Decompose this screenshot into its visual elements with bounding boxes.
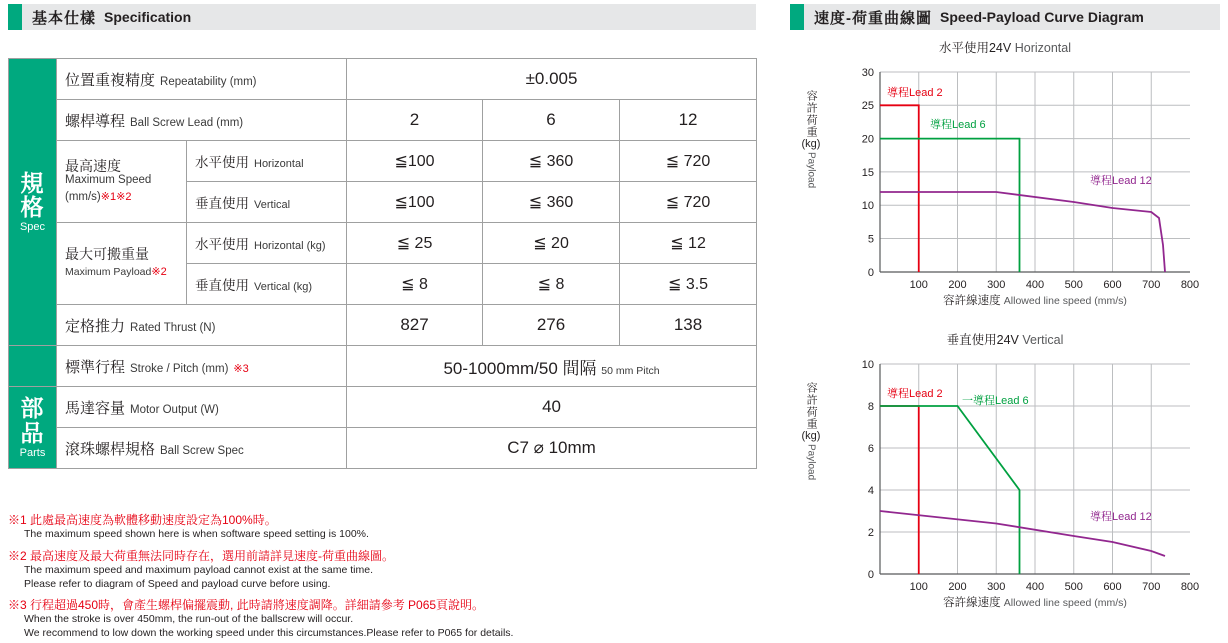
section-title-en: Specification xyxy=(104,9,192,25)
label-en: Maximum Speed xyxy=(65,173,152,186)
sublabel-tc: 垂直使用 xyxy=(195,278,249,293)
chart-title-en: Vertical xyxy=(1022,333,1064,347)
chart-title-tc: 水平使用24V xyxy=(938,41,1012,55)
xlabel-tc: 容許線速度 xyxy=(943,295,1001,307)
chart-title-en: Horizontal xyxy=(1014,41,1071,55)
value-lead-6: 6 xyxy=(483,100,620,141)
section-header-specification xyxy=(8,4,756,30)
series-label-lead2: 導程Lead 2 xyxy=(887,388,943,400)
svg-text:15: 15 xyxy=(861,167,874,179)
chart-title-tc: 垂直使用24V xyxy=(946,333,1019,347)
label-en: Repeatability (mm) xyxy=(160,75,257,88)
svg-text:10: 10 xyxy=(861,359,874,371)
svg-text:300: 300 xyxy=(987,581,1006,592)
accent-bar xyxy=(790,4,804,30)
chart-ylabel-vertical xyxy=(794,382,828,480)
row-label-maximum-payload xyxy=(57,223,187,305)
svg-text:2: 2 xyxy=(867,527,874,539)
label-en: Ball Screw Spec xyxy=(160,444,244,457)
svg-text:800: 800 xyxy=(1180,279,1200,290)
series-label-lead2: 導程Lead 2 xyxy=(887,87,943,99)
sublabel-en: Vertical (kg) xyxy=(254,281,313,293)
value-speed-h-12: ≦ 720 xyxy=(620,141,757,182)
footnote-3 xyxy=(8,597,768,640)
row-sublabel-vertical xyxy=(187,182,347,223)
sublabel-tc: 水平使用 xyxy=(195,237,249,252)
value-thrust-12: 138 xyxy=(620,305,757,346)
label-en: Ball Screw Lead (mm) xyxy=(130,116,244,129)
label-tc: 馬達容量 xyxy=(65,399,126,417)
chart-horizontal xyxy=(790,38,1220,323)
row-label-repeatability xyxy=(57,59,347,100)
label-footnote-mark: ※1※2 xyxy=(100,190,132,203)
xlabel-tc: 容許線速度 xyxy=(943,597,1001,609)
table-row xyxy=(9,100,757,141)
svg-text:20: 20 xyxy=(861,133,874,146)
table-row xyxy=(9,346,757,387)
footnote-line-tc: ※3 行程超過450時，會產生螺桿偏擺震動, 此時請將速度調降。詳細請參考 P065頁說明。 xyxy=(8,598,485,613)
footnote-line-en2: We recommend to low down the working speed under this circumstances.Please refer to P065 for details. xyxy=(24,627,514,640)
label-unit: (mm/s) xyxy=(65,190,101,203)
footnote-line-en: The maximum speed and maximum payload cannot exist at the same time. xyxy=(24,564,373,577)
label-tc: 定格推力 xyxy=(65,317,126,335)
svg-text:30: 30 xyxy=(861,67,874,79)
label-footnote-mark: ※3 xyxy=(233,362,249,375)
footnote-1 xyxy=(8,512,768,542)
specification-table xyxy=(8,58,757,469)
value-motor-output: 40 xyxy=(347,387,757,428)
row-label-ball-screw-lead xyxy=(57,100,347,141)
svg-text:0: 0 xyxy=(867,267,874,279)
svg-text:700: 700 xyxy=(1142,279,1161,290)
label-en: Rated Thrust (N) xyxy=(130,321,216,334)
value-ball-screw-spec: C7 ⌀ 10mm xyxy=(347,428,757,469)
section-header-curve xyxy=(790,4,1220,30)
svg-text:10: 10 xyxy=(861,200,874,212)
svg-text:200: 200 xyxy=(948,581,967,592)
label-tc: 標準行程 xyxy=(65,358,126,376)
svg-text:400: 400 xyxy=(1025,581,1045,592)
series-label-lead6: 一導程Lead 6 xyxy=(962,395,1029,407)
series-label-lead6: 導程Lead 6 xyxy=(930,119,986,131)
sublabel-en: Vertical xyxy=(254,199,291,211)
table-row xyxy=(9,141,757,182)
svg-text:100: 100 xyxy=(909,279,928,290)
svg-text:500: 500 xyxy=(1064,279,1083,290)
xlabel-en: Allowed line speed (mm/s) xyxy=(1003,597,1127,609)
row-label-maximum-speed xyxy=(57,141,187,223)
chart-svg-horizontal xyxy=(790,60,1220,290)
chart-vertical xyxy=(790,330,1220,630)
label-tc: 滾珠螺桿規格 xyxy=(65,440,156,458)
section-title-tc: 速度-荷重曲線圖 xyxy=(814,9,932,27)
svg-text:0: 0 xyxy=(867,569,874,581)
value-main: 50-1000mm/50 間隔 xyxy=(443,358,597,378)
value-speed-v-2: ≦100 xyxy=(347,182,483,223)
svg-text:500: 500 xyxy=(1064,581,1083,592)
svg-text:600: 600 xyxy=(1103,279,1122,290)
chart-svg-vertical xyxy=(790,352,1220,592)
footnote-line-en2: Please refer to diagram of Speed and payload curve before using. xyxy=(24,577,331,590)
accent-bar xyxy=(8,4,22,30)
row-sublabel-vertical-kg xyxy=(187,264,347,305)
value-thrust-2: 827 xyxy=(347,305,483,346)
ylabel-unit: (kg) xyxy=(801,430,821,442)
side-label-spec xyxy=(9,59,57,346)
table-row xyxy=(9,387,757,428)
section-title-tc: 基本仕樣 xyxy=(32,9,97,27)
svg-text:800: 800 xyxy=(1180,581,1200,592)
value-speed-v-12: ≦ 720 xyxy=(620,182,757,223)
row-label-motor-output xyxy=(57,387,347,428)
row-sublabel-horizontal xyxy=(187,141,347,182)
ylabel-en: Payload xyxy=(805,152,817,189)
chart-ylabel-horizontal xyxy=(794,90,828,188)
svg-text:600: 600 xyxy=(1103,581,1122,592)
chart-title xyxy=(790,38,1220,56)
value-lead-2: 2 xyxy=(347,100,483,141)
xlabel-en: Allowed line speed (mm/s) xyxy=(1003,295,1127,307)
ylabel-unit: (kg) xyxy=(801,138,821,150)
side-label-spec-tc: 規格 xyxy=(20,169,45,220)
svg-text:6: 6 xyxy=(867,443,874,455)
section-title-en: Speed-Payload Curve Diagram xyxy=(940,9,1144,25)
footnotes xyxy=(8,512,768,643)
row-label-stroke-pitch xyxy=(57,346,347,387)
value-payload-h-12: ≦ 12 xyxy=(620,223,757,264)
chart-xlabel-horizontal xyxy=(790,292,1220,308)
side-label-parts-tc: 部品 xyxy=(20,395,45,446)
ylabel-tc: 容許荷重 xyxy=(805,382,818,430)
svg-text:300: 300 xyxy=(987,279,1006,290)
sublabel-en: Horizontal xyxy=(254,158,304,170)
value-payload-v-12: ≦ 3.5 xyxy=(620,264,757,305)
row-sublabel-horizontal-kg xyxy=(187,223,347,264)
side-label-spec-en: Spec xyxy=(19,221,46,234)
value-payload-h-2: ≦ 25 xyxy=(347,223,483,264)
svg-text:25: 25 xyxy=(861,100,874,112)
value-speed-h-2: ≦100 xyxy=(347,141,483,182)
svg-text:700: 700 xyxy=(1142,581,1161,592)
svg-text:4: 4 xyxy=(867,485,874,497)
svg-text:200: 200 xyxy=(948,279,967,290)
row-label-ball-screw-spec xyxy=(57,428,347,469)
side-label-parts xyxy=(9,387,57,469)
row-label-rated-thrust xyxy=(57,305,347,346)
value-stroke-pitch xyxy=(347,346,757,387)
value-payload-v-2: ≦ 8 xyxy=(347,264,483,305)
series-label-lead12: 導程Lead 12 xyxy=(1090,511,1152,523)
value-payload-v-6: ≦ 8 xyxy=(483,264,620,305)
svg-text:400: 400 xyxy=(1025,279,1045,290)
table-row xyxy=(9,59,757,100)
label-tc: 位置重複精度 xyxy=(65,71,156,89)
value-repeatability: ±0.005 xyxy=(347,59,757,100)
side-label-spec-continued xyxy=(9,346,57,387)
value-payload-h-6: ≦ 20 xyxy=(483,223,620,264)
table-row xyxy=(9,305,757,346)
label-en: Motor Output (W) xyxy=(130,403,219,416)
value-thrust-6: 276 xyxy=(483,305,620,346)
chart-xlabel-vertical xyxy=(790,594,1220,610)
series-label-lead12: 導程Lead 12 xyxy=(1090,175,1152,187)
svg-text:100: 100 xyxy=(909,581,928,592)
side-label-parts-en: Parts xyxy=(19,446,46,459)
ylabel-en: Payload xyxy=(805,444,817,481)
ylabel-tc: 容許荷重 xyxy=(805,90,818,138)
chart-title xyxy=(790,330,1220,348)
value-lead-12: 12 xyxy=(620,100,757,141)
label-en: Maximum Payload xyxy=(65,266,152,279)
sublabel-tc: 垂直使用 xyxy=(195,196,249,211)
footnote-line-en: When the stroke is over 450mm, the run-out of the ballscrew will occur. xyxy=(24,613,354,626)
footnote-2 xyxy=(8,548,768,591)
value-speed-v-6: ≦ 360 xyxy=(483,182,620,223)
footnote-line-tc: ※1 此處最高速度為軟體移動速度設定為100%時。 xyxy=(8,513,277,527)
table-row xyxy=(9,223,757,264)
svg-text:5: 5 xyxy=(867,233,874,246)
label-tc: 螺桿導程 xyxy=(65,112,126,130)
table-row xyxy=(9,428,757,469)
footnote-line-en: The maximum speed shown here is when software speed setting is 100%. xyxy=(24,528,369,541)
label-en: Stroke / Pitch (mm) xyxy=(130,362,229,375)
sublabel-tc: 水平使用 xyxy=(195,155,249,170)
label-footnote-mark: ※2 xyxy=(151,266,167,279)
label-tc: 最高速度 xyxy=(65,157,121,174)
sublabel-en: Horizontal (kg) xyxy=(254,240,326,252)
footnote-line-tc: ※2 最高速度及最大荷重無法同時存在，選用前請詳見速度-荷重曲線圖。 xyxy=(8,548,395,563)
label-tc: 最大可搬重量 xyxy=(65,246,149,263)
svg-text:8: 8 xyxy=(867,401,874,413)
value-speed-h-6: ≦ 360 xyxy=(483,141,620,182)
value-sub: 50 mm Pitch xyxy=(601,364,660,377)
